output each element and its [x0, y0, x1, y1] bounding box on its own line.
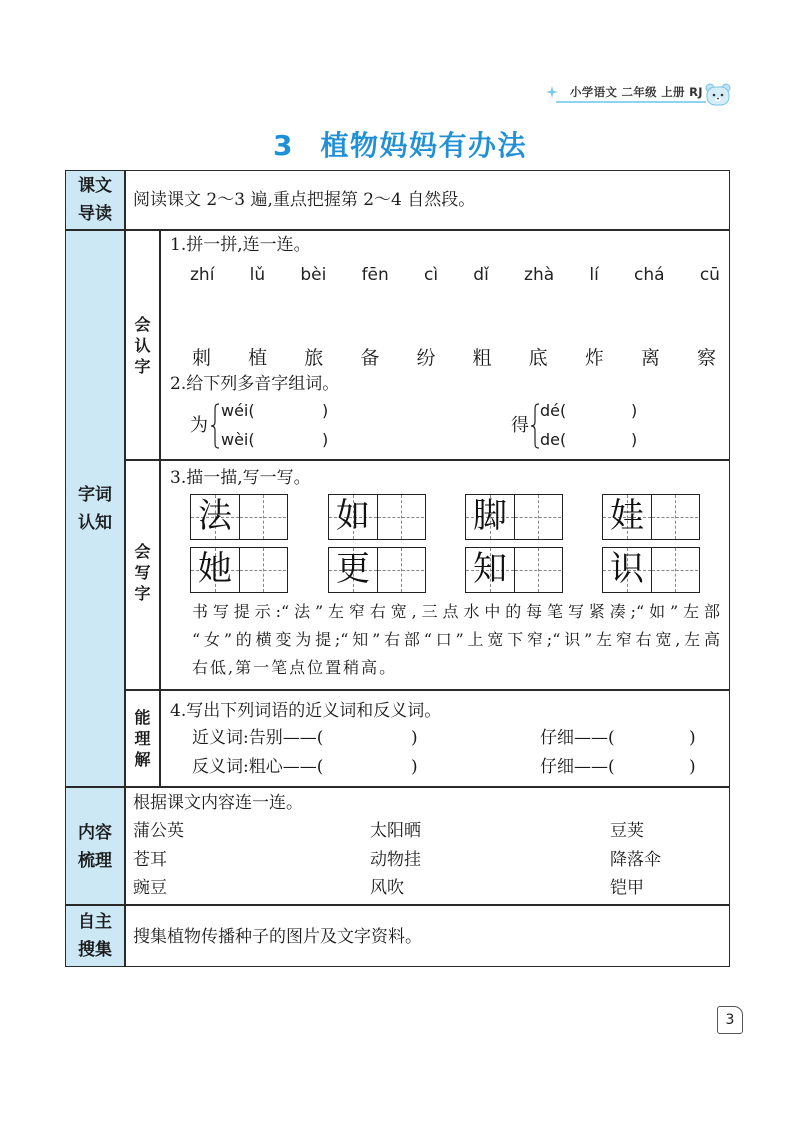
- sub-label-char: 认: [134, 336, 151, 355]
- section-label-line: 梳理: [78, 851, 112, 871]
- match-item: 动物挂: [370, 850, 421, 870]
- sub-label-char: 能: [134, 708, 151, 727]
- section-label-line: 认知: [78, 513, 112, 533]
- match-item: 豆荚: [610, 821, 644, 841]
- recognize-char: 备: [360, 347, 380, 369]
- antonym-prompt: 反义词:粗心——(: [192, 757, 324, 777]
- pinyin-row: [190, 265, 720, 285]
- close-paren: ): [689, 757, 696, 777]
- question-4: 4.写出下列词语的近义词和反义词。: [170, 701, 442, 721]
- star-icon: [546, 86, 558, 98]
- writing-grid: [190, 494, 288, 540]
- pinyin-item: cū: [699, 265, 720, 285]
- section-label-line: 导读: [78, 204, 112, 224]
- match-item: 蒲公英: [133, 821, 184, 841]
- series-label: 小学语文 二年级 上册 RJ: [570, 85, 703, 99]
- recognize-char: 离: [640, 347, 660, 369]
- sub-label-char: 写: [134, 563, 151, 582]
- writing-tip-line: 右低,第一笔点位置稍高。: [192, 658, 398, 677]
- pinyin-item: fēn: [361, 265, 389, 285]
- recognize-char: 察: [696, 347, 716, 369]
- grid-char: 娃: [610, 496, 644, 536]
- grid-cell-blank: [651, 548, 698, 592]
- subrow-divider: [125, 459, 730, 461]
- pinyin-item: lǔ: [249, 265, 266, 285]
- sub-label-char: 解: [134, 750, 151, 769]
- writing-grid: [190, 547, 288, 593]
- grid-cell-blank: [377, 495, 424, 539]
- pinyin-item: dǐ: [473, 265, 489, 285]
- section-label-guide: [65, 172, 125, 228]
- recognize-char: 旅: [304, 347, 324, 369]
- writing-tip-line: “女”的横变为提;“知”右部“口”上宽下窄;“识”左窄右宽,左高: [192, 630, 720, 649]
- sub-label-char: 字: [134, 584, 151, 603]
- bear-icon: [704, 82, 732, 106]
- match-item: 风吹: [370, 878, 404, 898]
- grid-cell-blank: [514, 548, 561, 592]
- question-2: 2.给下列多音字组词。: [170, 374, 340, 394]
- section-label-content: [65, 819, 125, 875]
- pinyin-item: bèi: [300, 265, 327, 285]
- polyphone-char: 得: [511, 415, 529, 436]
- match-item: 苍耳: [133, 850, 167, 870]
- writing-grid: [602, 494, 700, 540]
- writing-grid: [465, 547, 563, 593]
- pinyin-item: chá: [634, 265, 665, 285]
- recognize-char: 粗: [472, 347, 492, 369]
- match-item: 豌豆: [133, 878, 167, 898]
- writing-grid: [602, 547, 700, 593]
- grid-char: 法: [198, 496, 232, 536]
- sub-label-char: 会: [134, 315, 151, 334]
- section-label-line: 自主: [78, 912, 112, 932]
- grid-char: 识: [610, 549, 644, 589]
- close-paren: ): [322, 430, 329, 449]
- grid-char: 更: [336, 549, 370, 589]
- close-paren: ): [411, 757, 418, 777]
- writing-grid: [465, 494, 563, 540]
- section-label-words: [65, 481, 125, 537]
- polyphone-reading: dé(: [540, 401, 567, 420]
- grid-char: 她: [198, 549, 232, 589]
- polyphone-reading: de(: [540, 430, 567, 449]
- lesson-heading: [0, 129, 800, 163]
- grid-char: 脚: [473, 496, 507, 536]
- match-item: 降落伞: [610, 850, 661, 870]
- grid-cell-blank: [239, 548, 286, 592]
- match-item: 太阳晒: [370, 821, 421, 841]
- recognize-char: 刺: [192, 347, 212, 369]
- pinyin-item: lí: [589, 265, 599, 285]
- recognize-char: 纷: [416, 347, 436, 369]
- grid-char: 知: [473, 549, 507, 589]
- question-1: 1.拼一拼,连一连。: [170, 235, 311, 255]
- grid-cell-blank: [377, 548, 424, 592]
- question-3: 3.描一描,写一写。: [170, 468, 311, 488]
- sub-label-understand: [125, 707, 160, 770]
- writing-tip-line: 书写提示:“法”左窄右宽,三点水中的每笔写紧凑;“如”左部: [192, 602, 720, 621]
- match-item: 铠甲: [610, 878, 644, 898]
- grid-cell-blank: [651, 495, 698, 539]
- grid-cell-blank: [514, 495, 561, 539]
- close-paren: ): [689, 728, 696, 748]
- close-paren: ): [411, 728, 418, 748]
- sub-label-char: 会: [134, 542, 151, 561]
- page-number: 3: [717, 1006, 743, 1034]
- sub-label-recognize: [125, 314, 160, 377]
- recognize-char-row: [192, 347, 716, 369]
- subrow-divider: [125, 689, 730, 691]
- polyphone-reading: wéi(: [221, 401, 255, 420]
- collect-text: 搜集植物传播种子的图片及文字资料。: [133, 927, 422, 947]
- row-divider: [65, 786, 730, 788]
- sub-label-write: [125, 541, 160, 604]
- section-label-collect: [65, 908, 125, 964]
- brace-icon: [210, 403, 220, 449]
- lesson-title: 植物妈妈有办法: [320, 129, 527, 162]
- pinyin-item: zhí: [190, 265, 215, 285]
- content-instruction: 根据课文内容连一连。: [133, 793, 303, 813]
- recognize-char: 炸: [584, 347, 604, 369]
- sub-label-char: 字: [134, 357, 151, 376]
- polyphone-reading: wèi(: [221, 430, 255, 449]
- section-label-line: 搜集: [78, 940, 112, 960]
- writing-grid: [328, 494, 426, 540]
- grid-cell-blank: [239, 495, 286, 539]
- section-label-line: 课文: [78, 176, 112, 196]
- page-header: [540, 78, 735, 110]
- guide-text: 阅读课文 2～3 遍,重点把握第 2～4 自然段。: [133, 190, 476, 210]
- recognize-char: 植: [248, 347, 268, 369]
- lesson-number: 3: [273, 129, 293, 162]
- close-paren: ): [631, 430, 638, 449]
- recognize-char: 底: [528, 347, 548, 369]
- polyphone-char: 为: [190, 415, 208, 436]
- pinyin-item: cì: [424, 265, 439, 285]
- header-rule: [556, 101, 706, 103]
- grid-char: 如: [336, 496, 370, 536]
- sub-label-char: 理: [134, 729, 151, 748]
- row-divider: [65, 904, 730, 906]
- brace-icon: [530, 403, 540, 449]
- row-divider: [65, 229, 730, 231]
- writing-grid: [328, 547, 426, 593]
- section-label-line: 字词: [78, 485, 112, 505]
- antonym-prompt: 仔细——(: [540, 757, 615, 777]
- close-paren: ): [322, 401, 329, 420]
- close-paren: ): [631, 401, 638, 420]
- synonym-prompt: 近义词:告别——(: [192, 728, 324, 748]
- section-label-line: 内容: [78, 823, 112, 843]
- synonym-prompt: 仔细——(: [540, 728, 615, 748]
- pinyin-item: zhà: [524, 265, 555, 285]
